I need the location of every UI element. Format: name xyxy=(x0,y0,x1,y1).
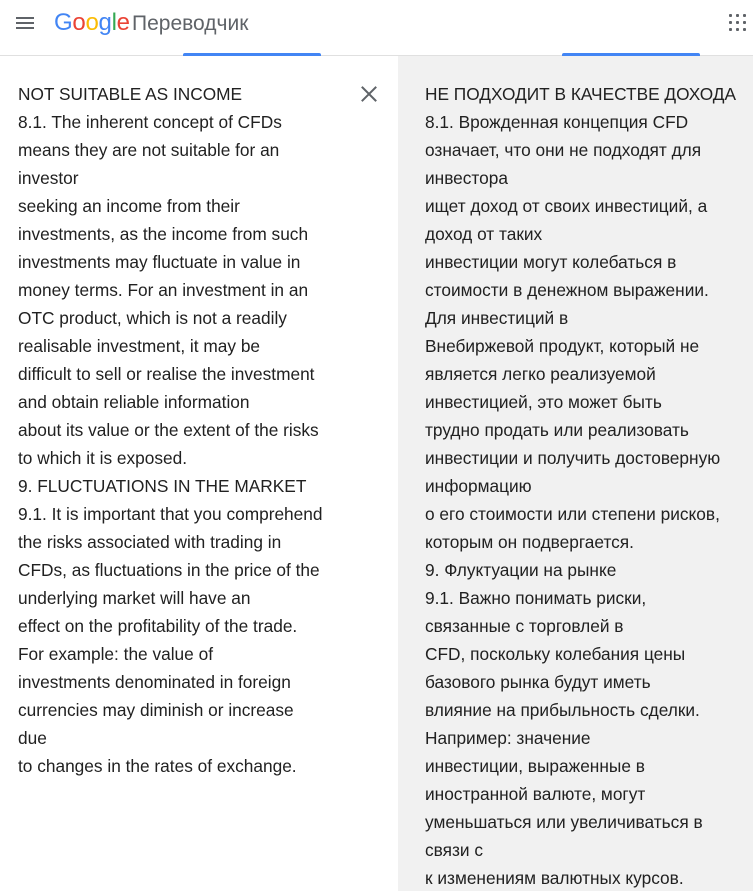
translation-text-line: 9.1. Важно понимать риски, xyxy=(425,588,647,608)
source-text-line: 9. FLUCTUATIONS IN THE MARKET xyxy=(18,476,307,496)
source-text-line: money terms. For an investment in an xyxy=(18,280,309,300)
source-text-line: effect on the profitability of the trade. xyxy=(18,616,298,636)
translation-text-line: Внебиржевой продукт, который не xyxy=(425,336,700,356)
translation-panel xyxy=(398,56,753,891)
translation-text-line: НЕ ПОДХОДИТ В КАЧЕСТВЕ ДОХОДА xyxy=(425,84,737,104)
source-text-line: seeking an income from their xyxy=(18,196,240,216)
translation-text-line: инвестиции могут колебаться в xyxy=(425,252,677,272)
source-text[interactable] xyxy=(18,80,323,780)
translation-text-line: означает, что они не подходят для xyxy=(425,140,702,160)
source-text-line: difficult to sell or realise the investment xyxy=(18,364,315,384)
translation-text-line: информацию xyxy=(425,476,532,496)
source-text-line: For example: the value of xyxy=(18,644,213,664)
translation-text-line: стоимости в денежном выражении. xyxy=(425,280,709,300)
translation-text-line: Например: значение xyxy=(425,728,591,748)
translation-text-line: уменьшаться или увеличиваться в xyxy=(425,812,703,832)
close-icon[interactable] xyxy=(359,84,379,104)
translation-text-line: 8.1. Врожденная концепция CFD xyxy=(425,112,689,132)
source-text-line: currencies may diminish or increase xyxy=(18,700,294,720)
source-text-line: investor xyxy=(18,168,79,188)
translation-text xyxy=(425,80,736,892)
source-text-line: investments denominated in foreign xyxy=(18,672,291,692)
translation-text-line: является легко реализуемой xyxy=(425,364,656,384)
translation-text-line: базового рынка будут иметь xyxy=(425,672,651,692)
translation-text-line: связанные с торговлей в xyxy=(425,616,624,636)
translation-text-line: доход от таких xyxy=(425,224,543,244)
translation-text-line: инвестиции, выраженные в xyxy=(425,756,645,776)
source-text-line: means they are not suitable for an xyxy=(18,140,280,160)
translation-text-line: ищет доход от своих инвестиций, а xyxy=(425,196,708,216)
translation-text-line: влияние на прибыльность сделки. xyxy=(425,700,700,720)
translation-text-line: инвестиции и получить достоверную xyxy=(425,448,721,468)
source-text-line: about its value or the extent of the risks xyxy=(18,420,319,440)
source-text-line: 8.1. The inherent concept of CFDs xyxy=(18,112,282,132)
translation-text-line: инвестора xyxy=(425,168,508,188)
source-text-line: underlying market will have an xyxy=(18,588,251,608)
source-text-line: investments may fluctuate in value in xyxy=(18,252,301,272)
source-text-line: due xyxy=(18,728,47,748)
translation-text-line: иностранной валюте, могут xyxy=(425,784,646,804)
source-text-line: realisable investment, it may be xyxy=(18,336,261,356)
source-text-line: OTC product, which is not a readily xyxy=(18,308,287,328)
source-text-line: and obtain reliable information xyxy=(18,392,250,412)
source-text-line: investments, as the income from such xyxy=(18,224,309,244)
translation-text-line: которым он подвергается. xyxy=(425,532,634,552)
translation-text-line: к изменениям валютных курсов. xyxy=(425,868,684,888)
hamburger-menu-icon[interactable] xyxy=(16,14,36,32)
translation-text-line: о его стоимости или степени рисков, xyxy=(425,504,720,524)
source-text-line: CFDs, as fluctuations in the price of the xyxy=(18,560,320,580)
apps-grid-icon[interactable] xyxy=(729,14,747,32)
source-text-line: the risks associated with trading in xyxy=(18,532,282,552)
translation-text-line: Для инвестиций в xyxy=(425,308,569,328)
source-text-line: to changes in the rates of exchange. xyxy=(18,756,297,776)
translation-text-line: CFD, поскольку колебания цены xyxy=(425,644,686,664)
product-name: Переводчик xyxy=(132,12,249,35)
google-logo[interactable]: Google xyxy=(54,9,130,36)
translation-text-line: связи с xyxy=(425,840,484,860)
translation-text-line: инвестицией, это может быть xyxy=(425,392,662,412)
translation-text-line: трудно продать или реализовать xyxy=(425,420,689,440)
source-text-panel[interactable] xyxy=(0,56,398,891)
app-header xyxy=(0,0,753,56)
translation-text-line: 9. Флуктуации на рынке xyxy=(425,560,617,580)
source-text-line: 9.1. It is important that you comprehend xyxy=(18,504,323,524)
source-text-line: NOT SUITABLE AS INCOME xyxy=(18,84,243,104)
source-text-line: to which it is exposed. xyxy=(18,448,188,468)
